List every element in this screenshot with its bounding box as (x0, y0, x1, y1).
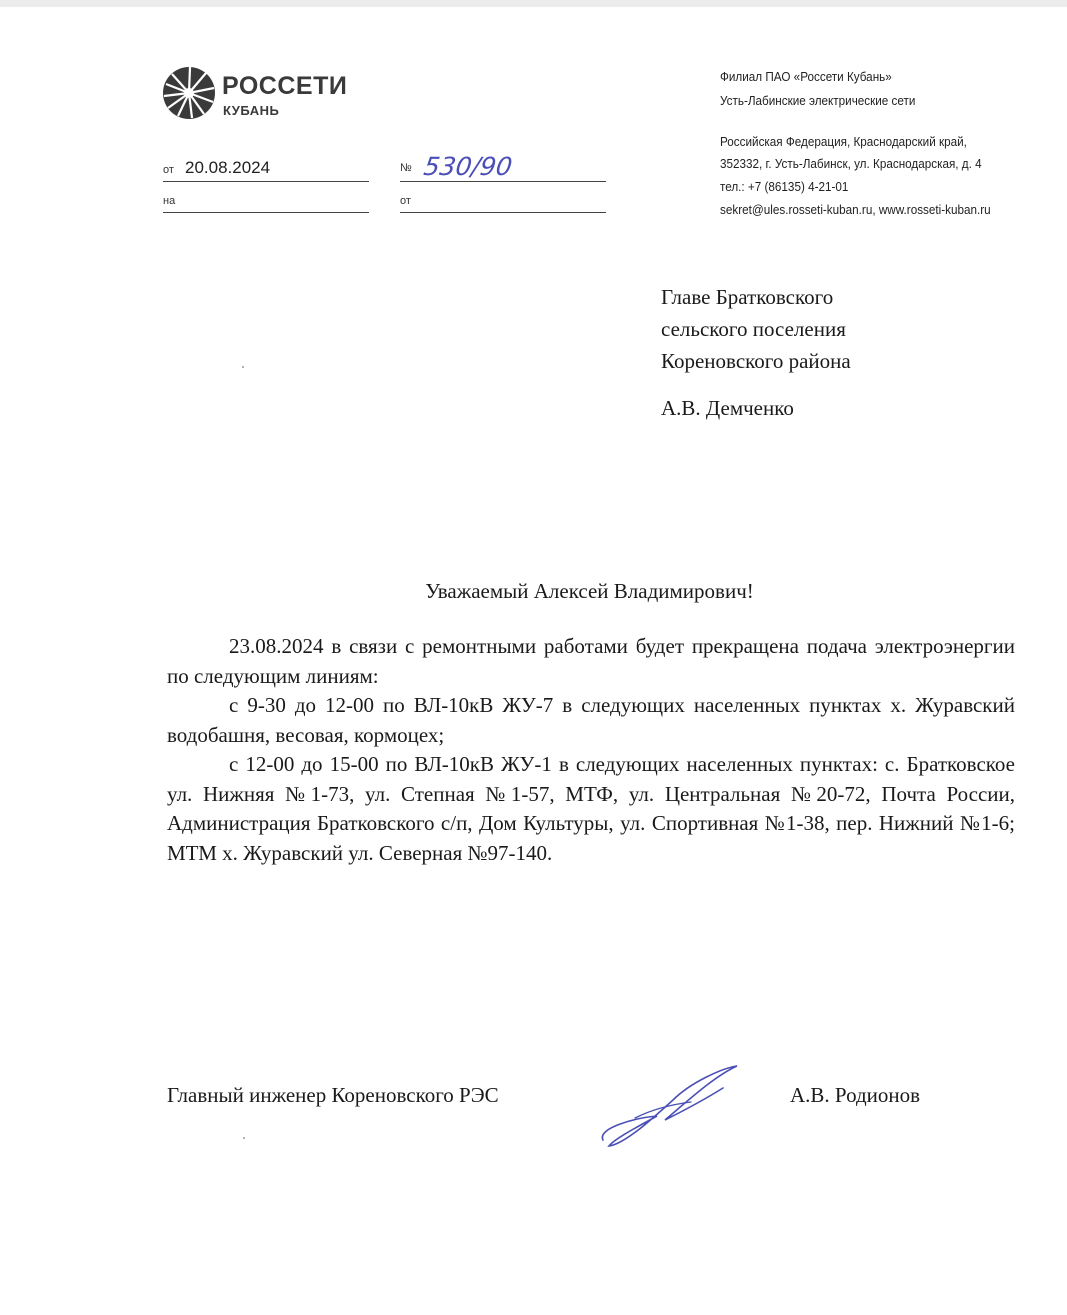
top-edge (0, 0, 1067, 7)
logo-subtitle: КУБАНЬ (223, 103, 280, 118)
logo-wordmark: РОССЕТИ (222, 72, 348, 100)
number-underline (400, 181, 606, 182)
greeting (0, 579, 1067, 604)
scan-speck (242, 366, 244, 368)
signer-position: Главный инженер Кореновского РЭС (167, 1083, 499, 1107)
org-address-line2: 352332, г. Усть-Лабинск, ул. Краснодарская, д. 4 (720, 156, 982, 171)
date-underline (163, 181, 369, 182)
signer-name: А.В. Родионов (790, 1083, 921, 1107)
org-address-line1: Российская Федерация, Краснодарский край, (720, 134, 967, 149)
date-label: от (163, 164, 174, 176)
scan-speck (243, 1137, 245, 1139)
body-paragraph-1: 23.08.2024 в связи с ремонтными работами будет прекращена подача электроэнергии по следующим линиям: (167, 634, 1015, 688)
rosseti-emblem-icon (162, 66, 216, 120)
addressee-line1: Главе Братковского (661, 285, 834, 309)
org-name: Филиал ПАО «Россети Кубань» (720, 69, 892, 84)
handwritten-signature (595, 1058, 745, 1153)
org-branch: Усть-Лабинские электрические сети (720, 93, 916, 108)
reply-from-underline (400, 212, 606, 213)
body-paragraph-3: с 12-00 до 15-00 по ВЛ-10кВ ЖУ-1 в следующих населенных пунктах: с. Братковское ул. Нижняя №1-73, ул. Степная №1-57, МТФ, ул. Центральная №20-72, Почта России, Администрация Братковского с/п, Дом Культуры, ул. Спортивная №1-38, пер. Нижний №1-6; МТМ х. Журавский ул. Северная №97-140. (167, 752, 1015, 865)
body-paragraph-2: с 9-30 до 12-00 по ВЛ-10кВ ЖУ-7 в следующих населенных пунктах х. Журавский водобашня, весовая, кормоцех; (167, 693, 1015, 747)
number-value-handwritten: 530/90 (421, 152, 514, 181)
date-value: 20.08.2024 (185, 158, 271, 177)
addressee-line3: Кореновского района (661, 349, 851, 373)
reply-label: на (163, 195, 176, 207)
reply-from-label: от (400, 195, 411, 207)
greeting-text: Уважаемый Алексей Владимирович! (425, 579, 754, 603)
reply-underline (163, 212, 369, 213)
rosseti-logo (162, 66, 362, 126)
org-phone: тел.: +7 (86135) 4-21-01 (720, 179, 849, 194)
number-label: № (400, 162, 412, 174)
addressee-line2: сельского поселения (661, 317, 846, 341)
addressee-name: А.В. Демченко (661, 396, 794, 420)
org-web: sekret@ules.rosseti-kuban.ru, www.rosseti-kuban.ru (720, 202, 991, 217)
